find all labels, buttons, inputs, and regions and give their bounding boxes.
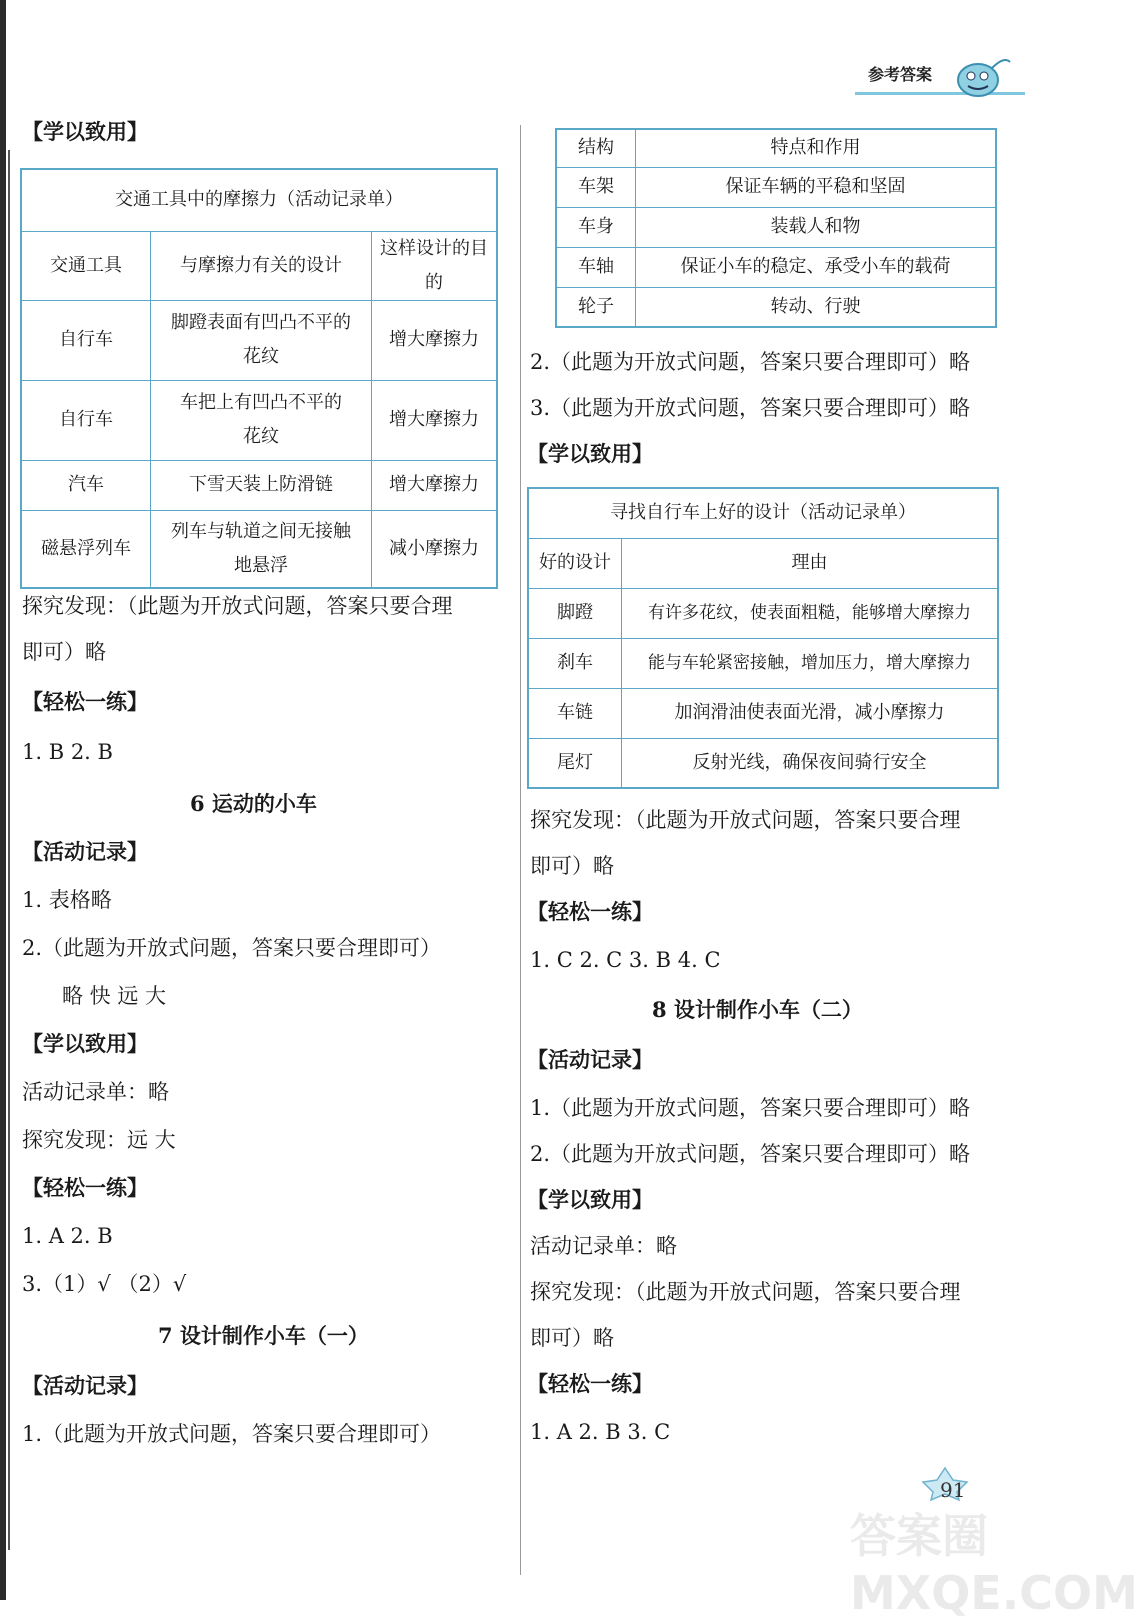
heading-apply: 【学以致用】 (527, 1187, 653, 1212)
answer-line: 3.（1）√ （2）√ (22, 1272, 187, 1296)
table-row (556, 247, 996, 287)
answer-line: 2.（此题为开放式问题，答案只要合理即可） (22, 936, 442, 960)
answer-line: 探究发现：（此题为开放式问题，答案只要合理 (530, 1280, 961, 1304)
table-row (556, 167, 996, 207)
table-cell: 车链 (528, 688, 622, 738)
answer-line: 即可）略 (530, 1326, 614, 1350)
heading-practice: 【轻松一练】 (527, 899, 653, 924)
heading-apply: 【学以致用】 (22, 1031, 148, 1056)
section-title: 8 设计制作小车（二） (652, 997, 863, 1022)
table-header: 结构 (556, 129, 636, 167)
heading-practice: 【轻松一练】 (22, 689, 148, 714)
answer-line: 活动记录单：略 (530, 1234, 677, 1258)
answer-line: 探究发现：远 大 (22, 1128, 176, 1152)
heading-activity: 【活动记录】 (22, 1373, 148, 1398)
table-row (528, 638, 998, 688)
answer-line: 1. 表格略 (22, 888, 112, 912)
table-row (21, 300, 497, 380)
table-cell: 加润滑油使表面光滑，减小摩擦力 (622, 688, 999, 738)
page-binding-edge (0, 0, 6, 1600)
answer-line: 1. B 2. B (22, 740, 113, 764)
table-cell: 脚蹬 (528, 588, 622, 638)
table-header: 与摩擦力有关的设计 (151, 231, 372, 300)
friction-table (20, 168, 498, 589)
table-cell: 磁悬浮列车 (21, 510, 151, 588)
table-header: 交通工具 (21, 231, 151, 300)
watermark: 答案圈 MXQE.COM (850, 1509, 1138, 1620)
table-cell (151, 380, 372, 460)
table-cell: 保证小车的稳定、承受小车的载荷 (636, 247, 997, 287)
explore-text: 探究发现：（此题为开放式问题，答案只要合理 (530, 808, 961, 832)
cell-line: 花纹 (243, 426, 279, 447)
table-cell: 轮子 (556, 287, 636, 327)
answer-line: 略 快 远 大 (62, 984, 167, 1008)
heading-apply: 【学以致用】 (22, 119, 148, 144)
table-cell: 装载人和物 (636, 207, 997, 247)
header-label: 参考答案 (868, 65, 933, 84)
table-cell: 车架 (556, 167, 636, 207)
column-divider (520, 125, 521, 1575)
explore-text: 探究发现：（此题为开放式问题，答案只要合理 (22, 594, 453, 618)
heading-activity: 【活动记录】 (527, 1047, 653, 1072)
answer-line: 1. A 2. B 3. C (530, 1420, 671, 1444)
table-cell: 车身 (556, 207, 636, 247)
table-cell: 增大摩擦力 (372, 460, 498, 510)
table-cell: 自行车 (21, 380, 151, 460)
table-cell: 自行车 (21, 300, 151, 380)
heading-activity: 【活动记录】 (22, 839, 148, 864)
table-header: 好的设计 (528, 538, 622, 588)
table-title: 寻找自行车上好的设计（活动记录单） (528, 488, 998, 538)
bike-design-table (527, 487, 999, 789)
answer-line: 活动记录单：略 (22, 1080, 169, 1104)
page-binding-line (8, 150, 10, 1550)
answer-line: 2.（此题为开放式问题，答案只要合理即可）略 (530, 1142, 971, 1166)
table-cell: 减小摩擦力 (372, 510, 498, 588)
table-row (556, 207, 996, 247)
heading-practice: 【轻松一练】 (527, 1371, 653, 1396)
table-cell: 增大摩擦力 (372, 380, 498, 460)
table-cell: 增大摩擦力 (372, 300, 498, 380)
table-title: 交通工具中的摩擦力（活动记录单） (21, 169, 497, 231)
cell-line: 脚蹬表面有凹凸不平的 (171, 312, 351, 333)
cell-line: 地悬浮 (234, 554, 288, 576)
heading-practice: 【轻松一练】 (22, 1175, 148, 1200)
table-cell: 转动、行驶 (636, 287, 997, 327)
table-cell: 下雪天装上防滑链 (151, 460, 372, 510)
explore-text: 即可）略 (22, 640, 106, 664)
page-number: 91 (940, 1478, 966, 1502)
cell-line: 列车与轨道之间无接触 (171, 520, 351, 542)
table-row (21, 510, 497, 588)
table-cell: 反射光线，确保夜间骑行安全 (622, 738, 999, 788)
table-cell: 尾灯 (528, 738, 622, 788)
table-cell: 刹车 (528, 638, 622, 688)
table-row (21, 460, 497, 510)
mascot-icon (952, 52, 1014, 100)
table-header: 这样设计的目的 (372, 231, 498, 300)
answer-line: 1.（此题为开放式问题，答案只要合理即可）略 (530, 1096, 971, 1120)
table-cell: 有许多花纹，使表面粗糙，能够增大摩擦力 (622, 588, 999, 638)
answer-line: 2.（此题为开放式问题，答案只要合理即可）略 (530, 350, 971, 374)
table-row (556, 287, 996, 327)
table-cell: 汽车 (21, 460, 151, 510)
section-title: 7 设计制作小车（一） (158, 1323, 369, 1348)
heading-apply: 【学以致用】 (527, 441, 653, 466)
table-cell (151, 300, 372, 380)
answer-line: 1.（此题为开放式问题，答案只要合理即可） (22, 1422, 442, 1446)
explore-text: 即可）略 (530, 854, 614, 878)
table-row (21, 380, 497, 460)
answer-line: 1. A 2. B (22, 1224, 113, 1248)
table-row (528, 588, 998, 638)
table-cell: 能与车轮紧密接触，增加压力，增大摩擦力 (622, 638, 999, 688)
section-title: 6 运动的小车 (190, 791, 317, 816)
answer-line: 1. C 2. C 3. B 4. C (530, 948, 721, 972)
cell-line: 车把上有凹凸不平的 (180, 392, 342, 413)
table-cell: 保证车辆的平稳和坚固 (636, 167, 997, 207)
car-structure-table (555, 128, 997, 328)
answer-line: 3.（此题为开放式问题，答案只要合理即可）略 (530, 396, 971, 420)
table-cell (151, 510, 372, 588)
table-row (528, 688, 998, 738)
table-header: 理由 (622, 538, 999, 588)
table-row (528, 738, 998, 788)
table-cell: 车轴 (556, 247, 636, 287)
table-header: 特点和作用 (636, 129, 997, 167)
cell-line: 花纹 (243, 346, 279, 367)
